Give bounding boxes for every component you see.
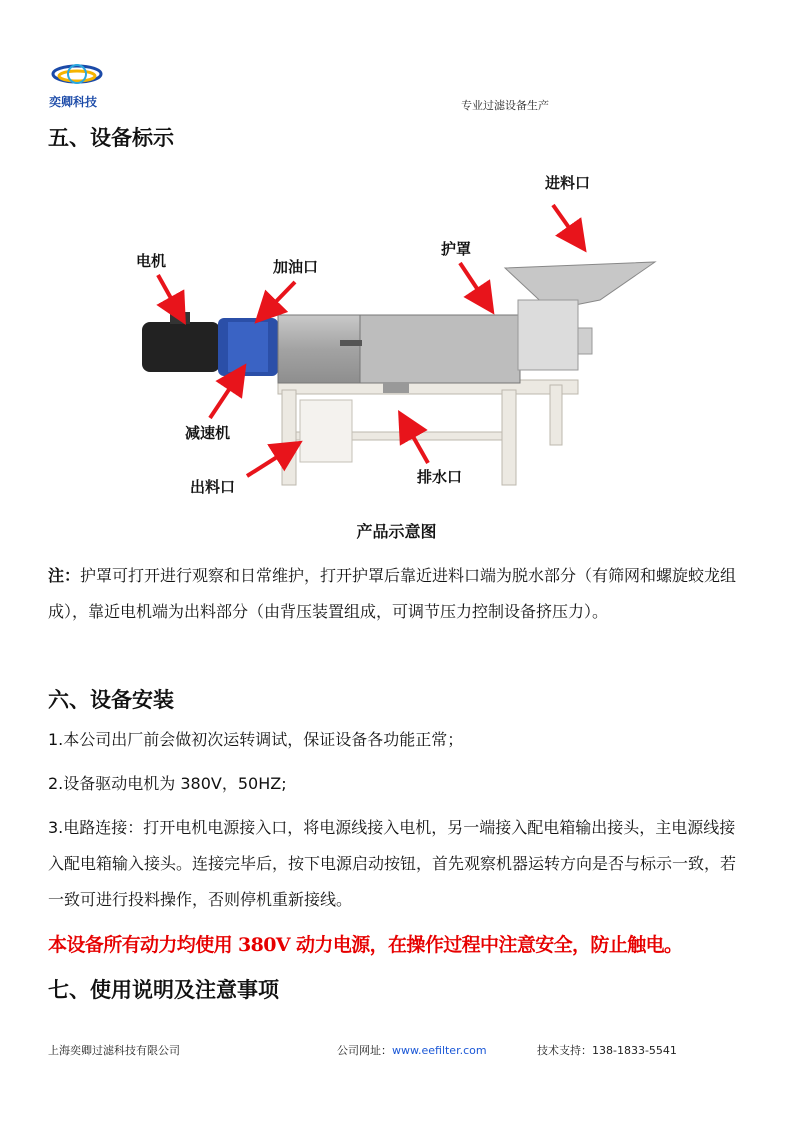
label-oil-port: 加油口 [273, 258, 319, 276]
label-drain: 排水口 [417, 468, 463, 486]
support-label: 技术支持： [537, 1044, 592, 1057]
label-inlet: 进料口 [545, 174, 591, 192]
section-title-7: 七、使用说明及注意事项 [48, 978, 279, 1002]
install-item-2: 2.设备驱动电机为 380V，50HZ; [48, 774, 287, 793]
label-outlet: 出料口 [190, 478, 236, 496]
footer-website [337, 1042, 487, 1058]
label-reducer: 减速机 [185, 424, 231, 442]
note-paragraph [48, 558, 748, 630]
cover [360, 315, 520, 383]
outlet-chute [300, 400, 352, 462]
section-title-5: 五、设备标示 [48, 126, 174, 150]
website-label: 公司网址： [337, 1044, 392, 1057]
motor [142, 322, 220, 372]
section-title-6: 六、设备安装 [48, 688, 174, 712]
equipment-diagram [130, 170, 670, 510]
footer-company: 上海奕卿过滤科技有限公司 [48, 1044, 180, 1057]
note-label: 注： [48, 566, 81, 585]
footer-support [537, 1042, 677, 1058]
logo-text: 奕卿科技 [49, 95, 98, 109]
install-item-1: 1.本公司出厂前会做初次运转调试，保证设备各功能正常； [48, 730, 464, 749]
safety-warning: 本设备所有动力均使用 380V 动力电源，在操作过程中注意安全，防止触电。 [48, 934, 683, 956]
header-tagline: 专业过滤设备生产 [461, 99, 549, 112]
label-motor: 电机 [136, 252, 167, 270]
support-phone: 138-1833-5541 [592, 1044, 677, 1057]
note-text: 护罩可打开进行观察和日常维护，打开护罩后靠近进料口端为脱水部分（有筛网和螺旋蛟龙组成），靠近电机端为出料部分（由背压装置组成，可调节压力控制设备挤压力）。 [48, 566, 737, 621]
website-link[interactable]: www.eefilter.com [392, 1044, 487, 1057]
figure-caption: 产品示意图 [356, 522, 437, 541]
drain-pipe [383, 383, 409, 393]
label-cover: 护罩 [441, 240, 472, 258]
install-item-3: 3.电路连接：打开电机电源接入口，将电源线接入电机，另一端接入配电箱输出接头，主电源线接入配电箱输入接头。连接完毕后，按下电源启动按钮，首先观察机器运转方向是否与标示一致，若一致可进行投料操作，否则停机重新接线。 [48, 818, 737, 909]
